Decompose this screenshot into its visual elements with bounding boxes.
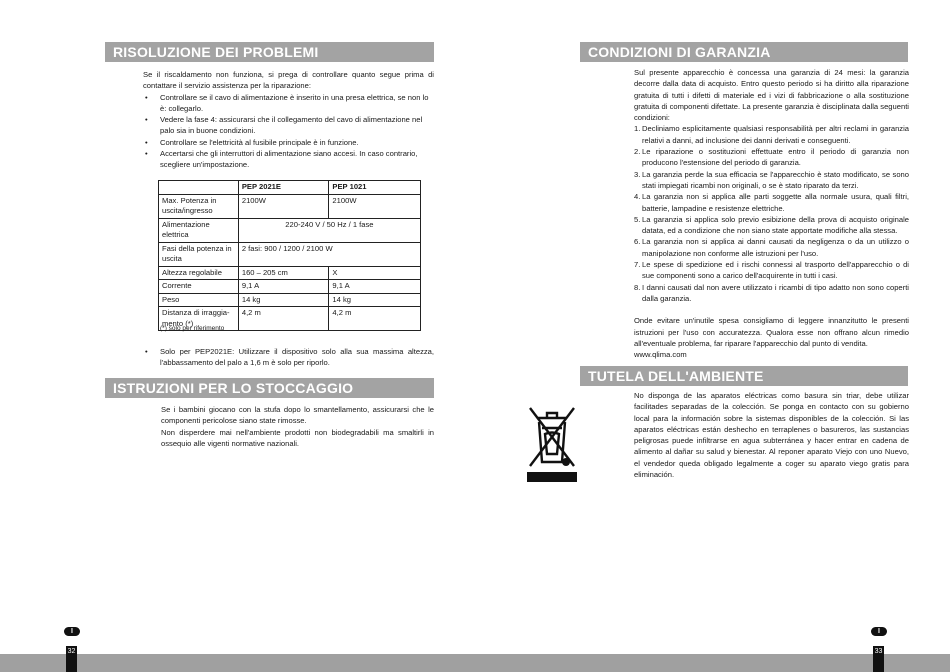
list-item: 8. I danni causati dal non avere utilizzato i ricambi di tipo adatto non sono coperti dalla garanzia.	[634, 282, 909, 303]
table-cell: 2100W	[329, 194, 421, 218]
list-item: 4. La garanzia non si applica alle parti soggette alla normale usura, quali filtri, batterie, lampadine e resistenze elettriche.	[634, 192, 909, 213]
storage-body	[161, 404, 434, 449]
page-number-left: 32	[66, 646, 77, 672]
table-cell: 2100W	[238, 194, 329, 218]
warranty-intro: Sul presente apparecchio è concessa una garanzia di 24 mesi: la garanzia decorre dalla data di acquisto. Entro questo periodo si ha diritto alla riparazione gratuita di tutti i difetti di materiale ed i vizi di fabbricazione o alla sostituzione gratuita di componenti difettate. La presente garanzia è disciplinata dalla seguenti condizioni:	[634, 68, 909, 123]
list-item: • Vedere la fase 4: assicurarsi che il collegamento del cavo di alimentazione nel palo sia in buone condizioni.	[143, 114, 434, 137]
troubleshooting-intro: Se il riscaldamento non funziona, si prega di controllare quanto segue prima di contattare il servizio assistenza per la riparazione:	[143, 70, 434, 91]
table-row	[159, 266, 421, 280]
environment-body: No disponga de las aparatos eléctricas como basura sin triar, debe utilizar facilitades separadas de la colección. Se ponga en contacto con su gobierno local para la información sobre la sistemas disponibles de la colección. Si las aparatos eléctricas están deshecho en terraplenes o basureros, las sustancias peligrosas puede infiltrarse en agua subterránea y hacer entrar en cadena de alimento al dañar su salud y bienestar. Al reponer aparato Viejo con uno Nuevo, el vendedor queda obligado legalmente a coger su aparato viego gratis para eliminación.	[634, 391, 909, 480]
list-item: • Solo per PEP2021E: Utilizzare il dispositivo solo alla sua massima altezza, l'abbassamento del palo a 1,6 m è solo per riporlo.	[143, 346, 434, 369]
list-item: 5. La garanzia si applica solo previo esibizione della prova di acquisto originale datata, ed a condizione che non siano state apportate modifiche alla stessa.	[634, 214, 909, 236]
table-row	[159, 218, 421, 242]
table-row	[159, 181, 421, 195]
pep2021e-note	[143, 346, 434, 369]
list-item: 3. La garanzia perde la sua efficacia se l'apparecchio è stato modificato, se sono stati impiegati ricambi non originali, o se è stato riparato da terzi.	[634, 169, 909, 190]
table-header: PEP 2021E	[238, 181, 329, 195]
troubleshooting-body	[143, 69, 434, 171]
language-badge-left: I	[64, 627, 80, 636]
table-row	[159, 194, 421, 218]
warranty-conditions	[634, 123, 909, 304]
table-cell: X	[329, 266, 421, 280]
table-cell: Max. Potenza in uscita/ingresso	[159, 194, 239, 218]
table-cell: Peso	[159, 293, 239, 307]
warranty-outro: Onde evitare un'inutile spesa consigliamo di leggere innanzitutto le presenti istruzioni per l'uso con accuratezza. Qualora esse non offrano alcun rimedio all'eventuale problema, far riparare l'apparecchio dal punto di vendita.	[634, 316, 909, 348]
table-cell: Alimentazione elettrica	[159, 218, 239, 242]
storage-heading: ISTRUZIONI PER LO STOCCAGGIO	[105, 378, 434, 398]
table-cell: 220-240 V / 50 Hz / 1 fase	[238, 218, 420, 242]
warranty-heading: CONDIZIONI DI GARANZIA	[580, 42, 908, 62]
weee-crossed-bin-icon	[526, 404, 578, 484]
list-item: 7. Le spese di spedizione ed i rischi connessi al trasporto dell'apparecchio o di sue componenti sono a carico dell'acquirente in tutti i casi.	[634, 260, 909, 281]
list-item: • Accertarsi che gli interruttori di alimentazione siano accesi. In caso contrario, scegliere un'impostazione.	[143, 148, 434, 171]
table-cell: Fasi della potenza in uscita	[159, 242, 239, 266]
table-cell: 160 – 205 cm	[238, 266, 329, 280]
storage-paragraph: Se i bambini giocano con la stufa dopo lo smantellamento, assicurarsi che le componenti pericolose siano state rimosse.	[161, 405, 434, 426]
table-row	[159, 242, 421, 266]
list-item: • Controllare se l'elettricità al fusibile principale è in funzione.	[143, 137, 434, 148]
spec-table	[158, 180, 421, 331]
troubleshooting-bullets	[143, 92, 434, 171]
list-item: 1. Decliniamo esplicitamente qualsiasi responsabilità per altri reclami in garanzia relativi a danni, ad inclusione dei danni derivati e conseguenti.	[634, 124, 909, 145]
environment-heading: TUTELA DELL'AMBIENTE	[580, 366, 908, 386]
table-cell	[159, 181, 239, 195]
table-cell: Corrente	[159, 280, 239, 294]
table-cell: 2 fasi: 900 / 1200 / 2100 W	[238, 242, 420, 266]
table-header: PEP 1021	[329, 181, 421, 195]
table-cell: Distanza di irraggia-mento (*)	[159, 307, 239, 331]
table-cell: 14 kg	[238, 293, 329, 307]
bottom-bar	[0, 654, 950, 672]
troubleshooting-heading: RISOLUZIONE DEI PROBLEMI	[105, 42, 434, 62]
language-badge-right: I	[871, 627, 887, 636]
table-cell: Altezza regolabile	[159, 266, 239, 280]
table-row	[159, 280, 421, 294]
list-item: • Controllare se il cavo di alimentazione è inserito in una presa elettrica, se non lo è: collegarlo.	[143, 92, 434, 115]
table-cell: 9,1 A	[238, 280, 329, 294]
table-row	[159, 293, 421, 307]
warranty-body	[634, 67, 909, 360]
table-cell: 4,2 m	[329, 307, 421, 331]
page-number-right: 33	[873, 646, 884, 672]
website-link[interactable]: www.qlima.com	[634, 350, 687, 360]
table-cell: 9,1 A	[329, 280, 421, 294]
table-cell: 14 kg	[329, 293, 421, 307]
list-item: 2. Le riparazione o sostituzioni effettuate entro il periodo di garanzia non producono l'estensione del periodo di garanzia.	[634, 147, 909, 168]
storage-paragraph: Non disperdere mai nell'ambiente prodotti non biodegradabili ma smaltirli in ossequio alle vigenti normative nazionali.	[161, 427, 434, 448]
list-item: 6. La garanzia non si applica ai danni causati da negligenza o da un utilizzo o manipolazione non conforme alle istruzioni per l'uso.	[634, 237, 909, 258]
table-cell: 4,2 m	[238, 307, 329, 331]
table-footnote: (*) solo per riferimento	[160, 325, 225, 332]
